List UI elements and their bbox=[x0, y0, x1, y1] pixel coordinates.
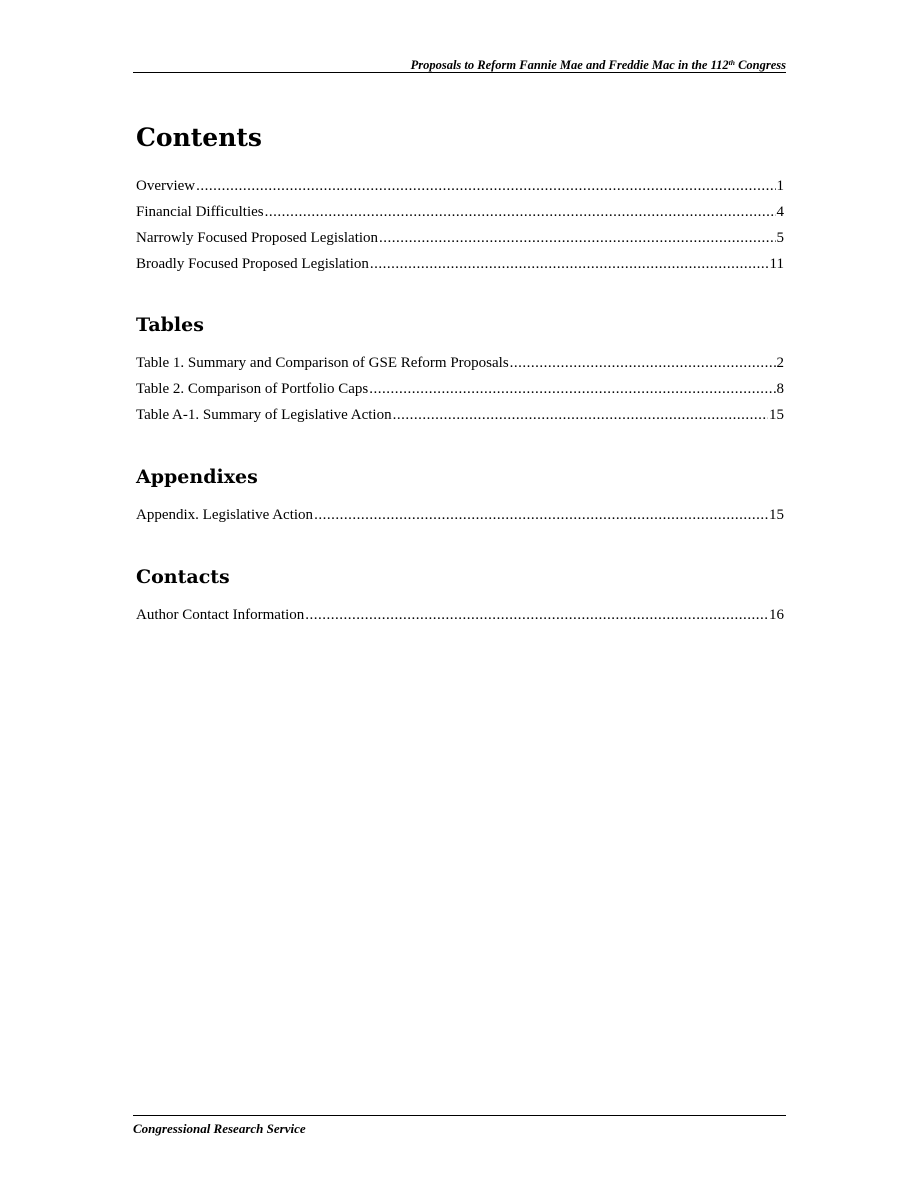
toc-leader-dots bbox=[196, 173, 775, 199]
toc-entry-label: Table 2. Comparison of Portfolio Caps bbox=[136, 381, 369, 397]
toc-entry-label: Narrowly Focused Proposed Legislation bbox=[136, 230, 379, 246]
toc-page-number: 16 bbox=[769, 607, 784, 623]
toc-entry-overview[interactable] bbox=[136, 173, 784, 199]
toc-page-number: 15 bbox=[769, 507, 784, 523]
toc-page-number: 4 bbox=[776, 204, 784, 220]
toc-page-number: 8 bbox=[776, 381, 784, 397]
toc-entry-narrowly-focused[interactable] bbox=[136, 225, 784, 251]
toc-entry-label: Broadly Focused Proposed Legislation bbox=[136, 256, 369, 272]
toc-page-number: 15 bbox=[769, 407, 784, 423]
toc-page-number: 5 bbox=[776, 230, 784, 246]
toc-entry-label: Table A-1. Summary of Legislative Action bbox=[136, 407, 392, 423]
toc-leader-dots bbox=[370, 251, 769, 277]
contacts-list bbox=[136, 602, 784, 628]
toc-page-number: 2 bbox=[776, 355, 784, 371]
toc-entry-label: Appendix. Legislative Action bbox=[136, 507, 314, 523]
toc-leader-dots bbox=[314, 502, 768, 528]
toc-page-number: 1 bbox=[776, 178, 784, 194]
toc-entry-label: Author Contact Information bbox=[136, 607, 305, 623]
toc-leader-dots bbox=[379, 225, 775, 251]
running-footer bbox=[133, 1115, 786, 1138]
header-title: Proposals to Reform Fannie Mae and Freddie Mac in the 112 bbox=[410, 58, 729, 72]
toc-entry-financial-difficulties[interactable] bbox=[136, 199, 784, 225]
toc-leader-dots bbox=[265, 199, 776, 225]
toc-leader-dots bbox=[369, 376, 775, 402]
contents-heading: Contents bbox=[136, 123, 263, 152]
toc-entry-label: Overview bbox=[136, 178, 196, 194]
toc-entry-table-2[interactable] bbox=[136, 376, 784, 402]
toc-entry-table-1[interactable] bbox=[136, 350, 784, 376]
toc-entry-label: Table 1. Summary and Comparison of GSE Reform Proposals bbox=[136, 355, 509, 371]
contacts-heading: Contacts bbox=[136, 566, 230, 588]
footer-text: Congressional Research Service bbox=[133, 1121, 306, 1136]
running-header bbox=[133, 54, 786, 73]
toc-entry-appendix[interactable] bbox=[136, 502, 784, 528]
appendixes-heading: Appendixes bbox=[136, 466, 258, 488]
appendixes-list bbox=[136, 502, 784, 528]
contents-list bbox=[136, 173, 784, 277]
toc-entry-broadly-focused[interactable] bbox=[136, 251, 784, 277]
tables-heading: Tables bbox=[136, 314, 204, 336]
toc-leader-dots bbox=[510, 350, 776, 376]
toc-leader-dots bbox=[393, 402, 768, 428]
toc-entry-table-a1[interactable] bbox=[136, 402, 784, 428]
toc-leader-dots bbox=[305, 602, 768, 628]
header-superscript: th bbox=[728, 58, 735, 67]
toc-page-number: 11 bbox=[769, 256, 784, 272]
toc-entry-author-contact[interactable] bbox=[136, 602, 784, 628]
tables-list bbox=[136, 350, 784, 428]
header-title-end: Congress bbox=[734, 58, 786, 72]
toc-entry-label: Financial Difficulties bbox=[136, 204, 264, 220]
